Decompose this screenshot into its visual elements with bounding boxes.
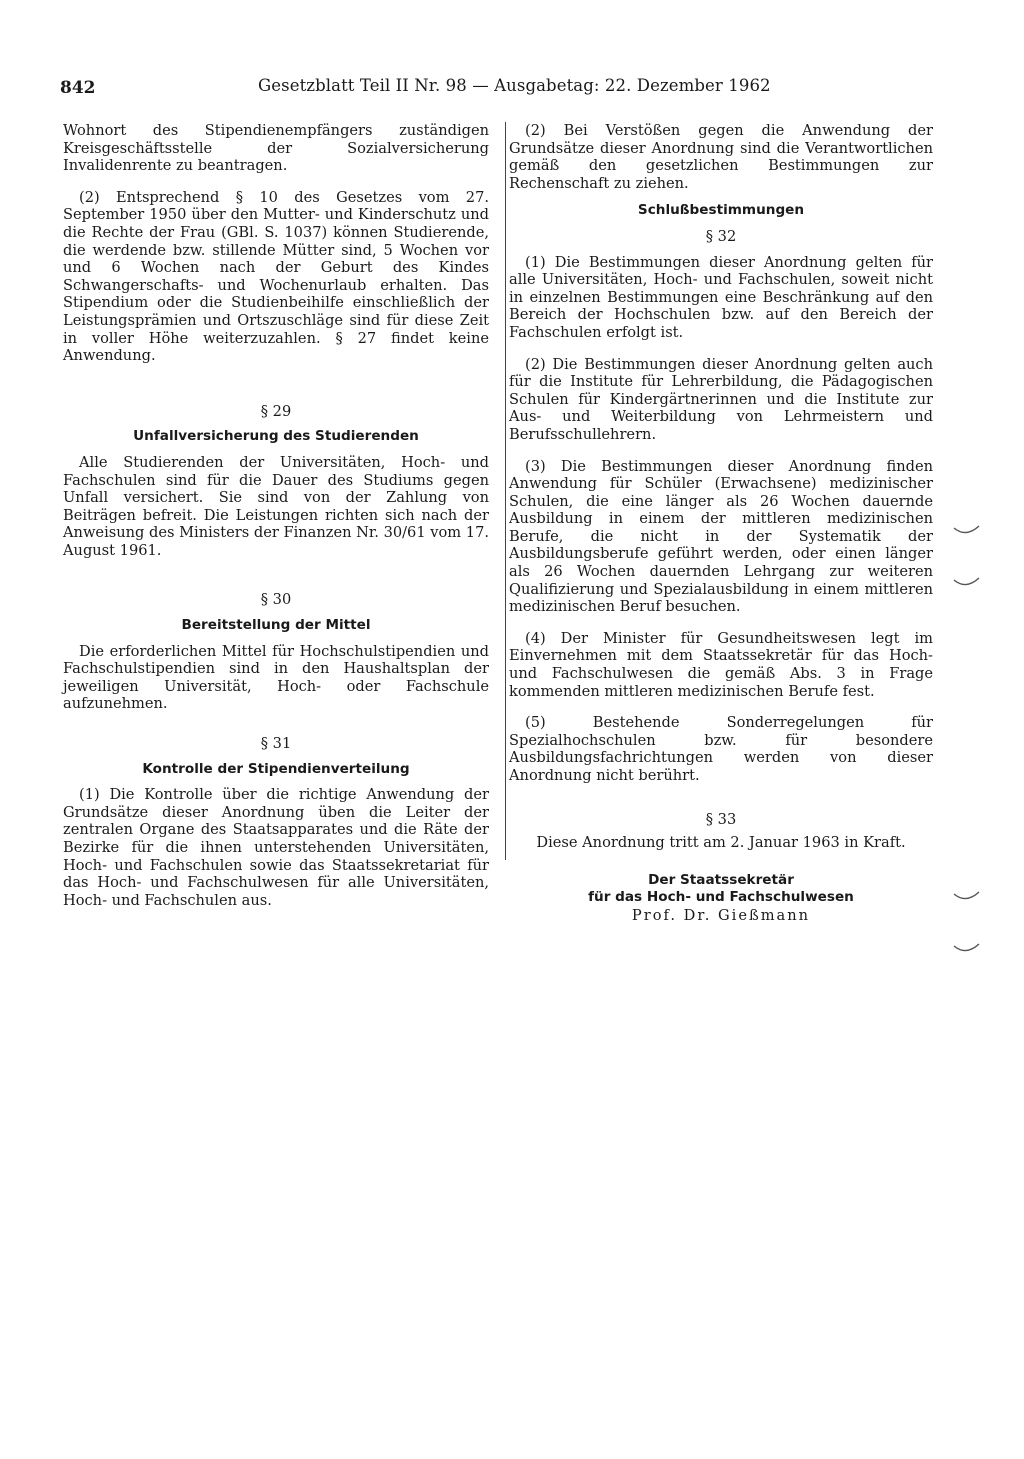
signature-name: Prof. Dr. Gießmann <box>631 906 811 924</box>
margin-mark-3 <box>952 888 982 908</box>
section-32-number: § 32 <box>705 227 737 245</box>
section-31-paragraph-1: (1) Die Kontrolle über die richtige Anwendung der Grundsätze dieser Anordnung üben die Leiter der zentralen Organe des Staatsapparates und die Räte der Bezirke für die ihnen unterstehenden Universitäten, Hoch- und Fachschulen sowie das Staatssekretariat für das Hoch- und Fachschulwesen für alle Universitäten, Hoch- und Fachschulen aus. <box>63 786 489 909</box>
section-29-text: Alle Studierenden der Universitäten, Hoch- und Fachschulen sind für die Dauer des Studiums gegen Unfall versichert. Sie sind von der Zahlung von Beiträgen befreit. Die Leistungen richten sich nach der Anweisung des Ministers der Finanzen Nr. 30/61 vom 17. August 1961. <box>63 453 489 559</box>
section-29-title: Unfallversicherung des Studierenden <box>133 428 419 445</box>
paragraph-28-2: (2) Entsprechend § 10 des Gesetzes vom 27. September 1950 über den Mutter- und Kinderschutz und die Rechte der Frau (GBl. S. 1037) können Studierende, die werdende bzw. stillende Mütter sind, 5 Wochen vor und 6 Wochen nach der Geburt des Kindes Schwangerschafts- und Wochenurlaub erhalten. Das Stipendium oder die Studienbeihilfe einschließlich der Leistungsprämien und Ortszuschläge sind für diese Zeit in voller Höhe weiterzuzahlen. § 27 findet keine Anwendung. <box>63 188 489 365</box>
page-number: 842 <box>60 78 96 98</box>
section-32-paragraph-1: (1) Die Bestimmungen dieser Anordnung gelten für alle Universitäten, Hoch- und Fachschulen, soweit nicht in einzelnen Bestimmungen eine Beschränkung auf den Bereich der Hochschulen bzw. auf den Bereich der Fachschulen erfolgt ist. <box>509 253 933 341</box>
section-30-text: Die erforderlichen Mittel für Hochschulstipendien und Fachschulstipendien sind in den Haushaltsplan der jeweiligen Universität, Hoch- oder Fachschule aufzunehmen. <box>63 642 489 713</box>
signature-title-line-1: Der Staatssekretär <box>648 871 794 888</box>
section-31-title: Kontrolle der Stipendienverteilung <box>142 760 410 777</box>
paragraph-continuation: Wohnort des Stipendienempfängers zuständigen Kreisgeschäftsstelle der Sozialversicherung Invalidenrente zu beantragen. <box>63 122 489 175</box>
section-31-paragraph-2: (2) Bei Verstößen gegen die Anwendung der Grundsätze dieser Anordnung sind die Verantwortlichen gemäß den gesetzlichen Bestimmungen zur Rechenschaft zu ziehen. <box>509 122 933 192</box>
section-33-number: § 33 <box>705 810 737 828</box>
section-31-number: § 31 <box>260 735 292 753</box>
margin-mark-4 <box>952 940 982 960</box>
section-32-paragraph-4: (4) Der Minister für Gesundheitswesen legt im Einvernehmen mit dem Staatssekretär für das Hoch- und Fachschulwesen die gemäß Abs. 3 in Frage kommenden mittleren medizinischen Berufe fest. <box>509 629 933 700</box>
section-32-paragraph-3: (3) Die Bestimmungen dieser Anordnung finden Anwendung für Schüler (Erwachsene) medizinischer Schulen, die eine länger als 26 Wochen dauernde Ausbildung in einem der mittleren medizinischen Berufe, die nicht in der Systematik der Ausbildungsberufe geführt werden, oder einen länger als 26 Wochen dauernden Lehrgang zur weiteren Qualifizierung und Spezialausbildung in einem mittleren medizinischen Beruf besuchen. <box>509 457 933 616</box>
section-32-paragraph-5: (5) Bestehende Sonderregelungen für Spezialhochschulen bzw. für besondere Ausbildungsfachrichtungen werden von dieser Anordnung nicht berührt. <box>509 714 933 784</box>
running-header: Gesetzblatt Teil II Nr. 98 — Ausgabetag: 22. Dezember 1962 <box>258 76 771 95</box>
signature-block <box>509 872 933 925</box>
section-33-text: Diese Anordnung tritt am 2. Januar 1963 in Kraft. <box>536 834 906 852</box>
section-30-title: Bereitstellung der Mittel <box>181 617 371 634</box>
left-column <box>63 122 489 909</box>
section-32-paragraph-2: (2) Die Bestimmungen dieser Anordnung gelten auch für die Institute für Lehrerbildung, die Pädagogischen Schulen für Kindergärtnerinnen und die Institute zur Aus- und Weiterbildung von Lehrmeistern und Berufsschullehrern. <box>509 355 933 443</box>
section-29-number: § 29 <box>260 402 292 420</box>
final-provisions-title: Schlußbestimmungen <box>637 202 805 219</box>
signature-title-line-2: für das Hoch- und Fachschulwesen <box>588 889 854 906</box>
section-30-number: § 30 <box>260 591 292 609</box>
right-column <box>509 122 933 925</box>
margin-mark-2 <box>952 574 982 594</box>
margin-mark-1 <box>952 522 982 542</box>
column-divider <box>505 122 506 860</box>
